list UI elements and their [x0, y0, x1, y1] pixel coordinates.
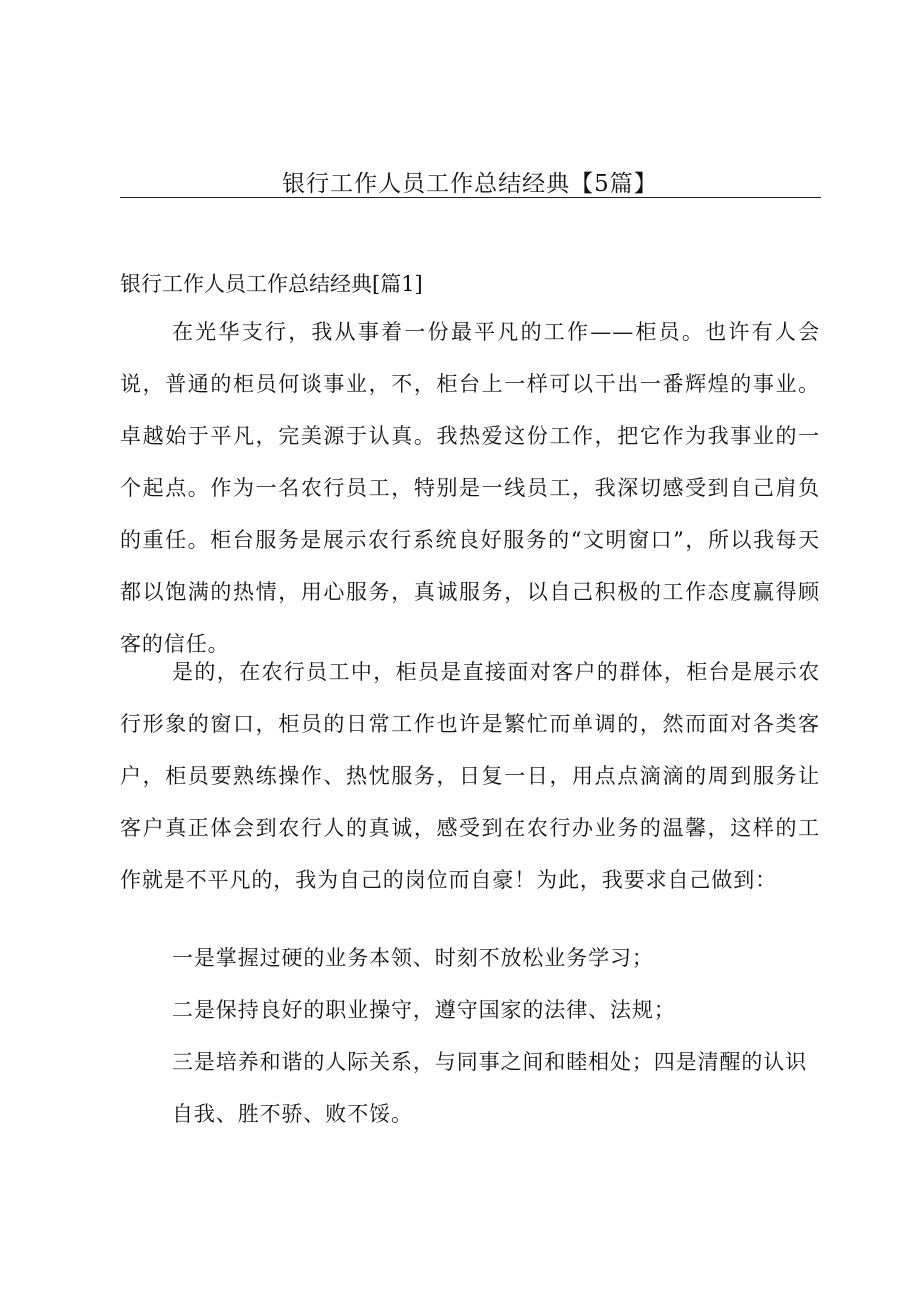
paragraph-2: 是的，在农行员工中，柜员是直接面对客户的群体，柜台是展示农行形象的窗口，柜员的日常工作也许是繁忙而单调的，然而面对各类客户，柜员要熟练操作、热忱服务，日复一日，用点点滴滴的周到服务让客户真正体会到农行人的真诚，感受到在农行办业务的温馨，这样的工作就是不平凡的，我为自己的岗位而自豪！为此，我要求自己做到： [120, 660, 820, 892]
section-heading: 银行工作人员工作总结经典[篇1] [120, 272, 423, 296]
requirement-list [172, 932, 822, 1140]
list-item: 一是掌握过硬的业务本领、时刻不放松业务学习； [172, 946, 654, 970]
title-underline [120, 197, 821, 198]
list-item: 二是保持良好的职业操守，遵守国家的法律、法规； [172, 998, 676, 1022]
paragraph-1: 在光华支行，我从事着一份最平凡的工作——柜员。也许有人会说，普通的柜员何谈事业，不，柜台上一样可以干出一番辉煌的事业。卓越始于平凡，完美源于认真。我热爱这份工作，把它作为我事业的一个起点。作为一名农行员工，特别是一线员工，我深切感受到自己肩负的重任。柜台服务是展示农行系统良好服务的“文明窗口”，所以我每天都以饱满的热情，用心服务，真诚服务，以自己积极的工作态度赢得顾客的信任。 [120, 320, 820, 656]
list-item: 三是培养和谐的人际关系，与同事之间和睦相处；四是清醒的认识自我、胜不骄、败不馁。 [172, 1050, 808, 1126]
document-title: 银行工作人员工作总结经典【5篇】 [282, 171, 658, 197]
